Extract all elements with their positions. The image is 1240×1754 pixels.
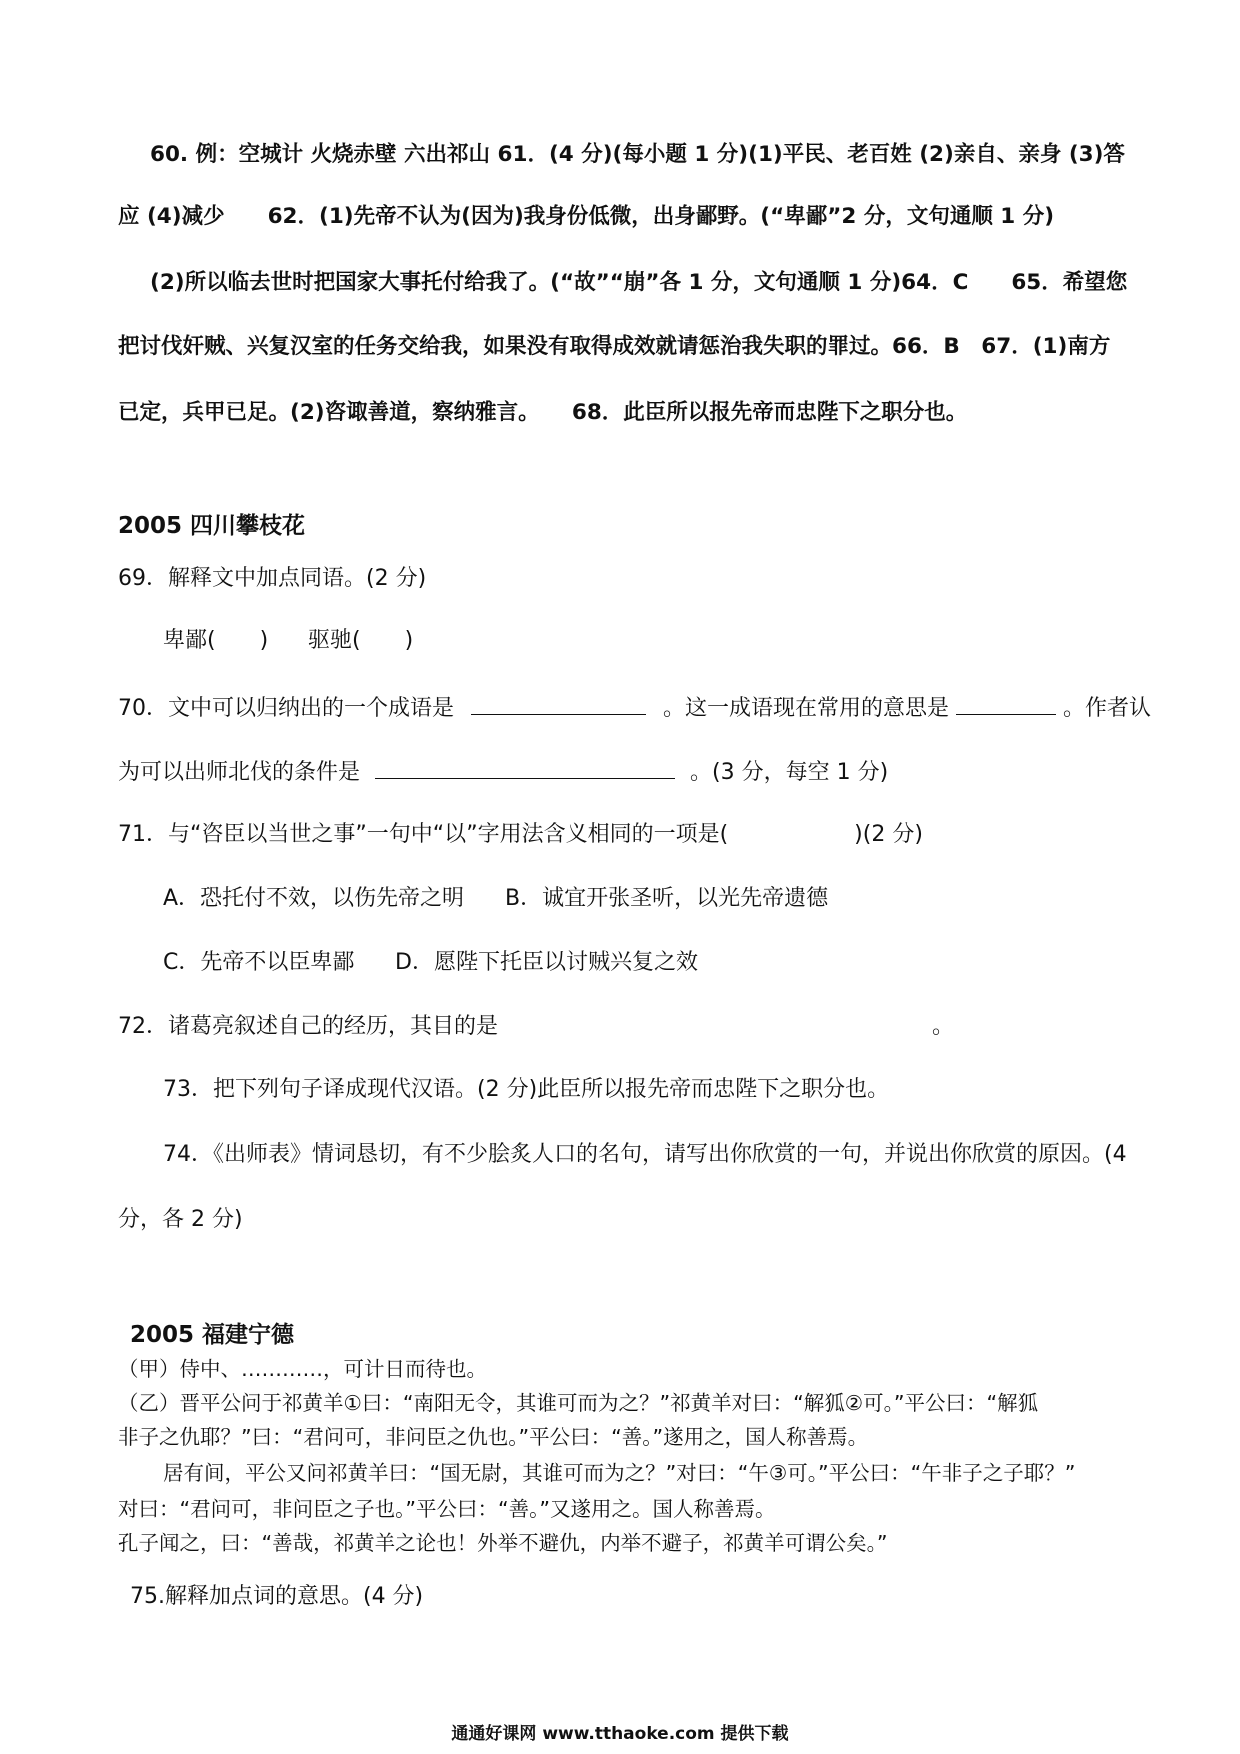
question-70-text-b: 。这一成语现在常用的意思是 (663, 696, 950, 721)
question-70-text-c: 。作者认 (1063, 696, 1152, 721)
passage-yi-line-1: （乙）晋平公问于祁黄羊①曰：“南阳无令，其谁可而为之？”祁黄羊对曰：“解狐②可。”平公曰：“解狐 (118, 1391, 1039, 1415)
question-70-text-e: 。(3 分，每空 1 分) (690, 760, 889, 785)
question-74-line-1: 74．《出师表》情词恳切，有不少脍炙人口的名句，请写出你欣赏的一句，并说出你欣赏的原因。(4 (163, 1142, 1127, 1167)
page-footer: 通通好课网 www.tthaoke.com 提供下载 (451, 1724, 789, 1744)
answer-blank[interactable] (375, 756, 675, 779)
section-heading-sichuan: 2005 四川攀枝花 (118, 513, 306, 539)
question-70-line-1 (118, 692, 1151, 724)
question-74-line-2: 分，各 2 分) (118, 1207, 243, 1232)
answer-blank[interactable] (471, 692, 646, 715)
question-69: 69．解释文中加点同语。(2 分) (118, 566, 427, 591)
answer-line-4: 把讨伐奸贼、兴复汉室的任务交给我，如果没有取得成效就请惩治我失职的罪过。66．B 67．(1)南方 (118, 334, 1111, 359)
question-70-text-a: 70．文中可以归纳出的一个成语是 (118, 696, 454, 721)
passage-yi-line-4: 对曰：“君问可，非问臣之子也。”平公曰：“善。”又遂用之。国人称善焉。 (118, 1497, 776, 1521)
answer-blank[interactable] (956, 692, 1056, 715)
question-70-line-2 (118, 756, 888, 788)
question-71-text-a: 71．与“咨臣以当世之事”一句中“以”字用法含义相同的一项是( (118, 822, 729, 847)
question-72-text-b: 。 (932, 1014, 955, 1039)
answer-line-2: 应 (4)减少 62．(1)先帝不认为(因为)我身份低微，出身鄙野。(“卑鄙”2 分，文句通顺 1 分) (118, 204, 1055, 229)
question-71 (118, 820, 923, 850)
question-72-text-a: 72．诸葛亮叙述自己的经历，其目的是 (118, 1014, 498, 1039)
question-72 (118, 1012, 954, 1042)
section-heading-fujian: 2005 福建宁德 (130, 1322, 295, 1348)
answer-line-3: (2)所以临去世时把国家大事托付给我了。(“故”“崩”各 1 分，文句通顺 1 分)64．C 65．希望您 (150, 270, 1128, 295)
option-d: D．愿陛下托臣以讨贼兴复之效 (395, 950, 698, 975)
option-a: A．恐托付不效，以伤先帝之明 (163, 886, 465, 911)
passage-jia: （甲）侍中、…………，可计日而待也。 (118, 1357, 487, 1381)
question-70-text-d: 为可以出师北伐的条件是 (118, 760, 361, 785)
question-69-item-b: 驱驰( ) (308, 628, 414, 653)
passage-yi-line-3: 居有间，平公又问祁黄羊曰：“国无尉，其谁可而为之？”对曰：“午③可。”平公曰：“午非子之子耶？” (163, 1461, 1076, 1485)
answer-line-5: 已定，兵甲已足。(2)咨诹善道，察纳雅言。 68．此臣所以报先帝而忠陛下之职分也。 (118, 400, 968, 425)
question-73: 73．把下列句子译成现代汉语。(2 分)此臣所以报先帝而忠陛下之职分也。 (163, 1077, 890, 1102)
option-c: C．先帝不以臣卑鄙 (163, 950, 355, 975)
passage-yi-line-5: 孔子闻之，曰：“善哉，祁黄羊之论也！外举不避仇，内举不避子，祁黄羊可谓公矣。” (118, 1531, 888, 1555)
answer-line-1: 60. 例：空城计 火烧赤壁 六出祁山 61．(4 分)(每小题 1 分)(1)平民、老百姓 (2)亲自、亲身 (3)答 (150, 142, 1125, 167)
passage-yi-line-2: 非子之仇耶？”曰：“君问可，非问臣之仇也。”平公曰：“善。”遂用之，国人称善焉。 (118, 1425, 869, 1449)
question-75: 75.解释加点词的意思。(4 分) (130, 1584, 424, 1609)
option-b: B．诚宜开张圣听，以光先帝遗德 (505, 886, 829, 911)
question-69-item-a: 卑鄙( ) (163, 628, 269, 653)
question-71-text-b: )(2 分) (854, 822, 923, 847)
